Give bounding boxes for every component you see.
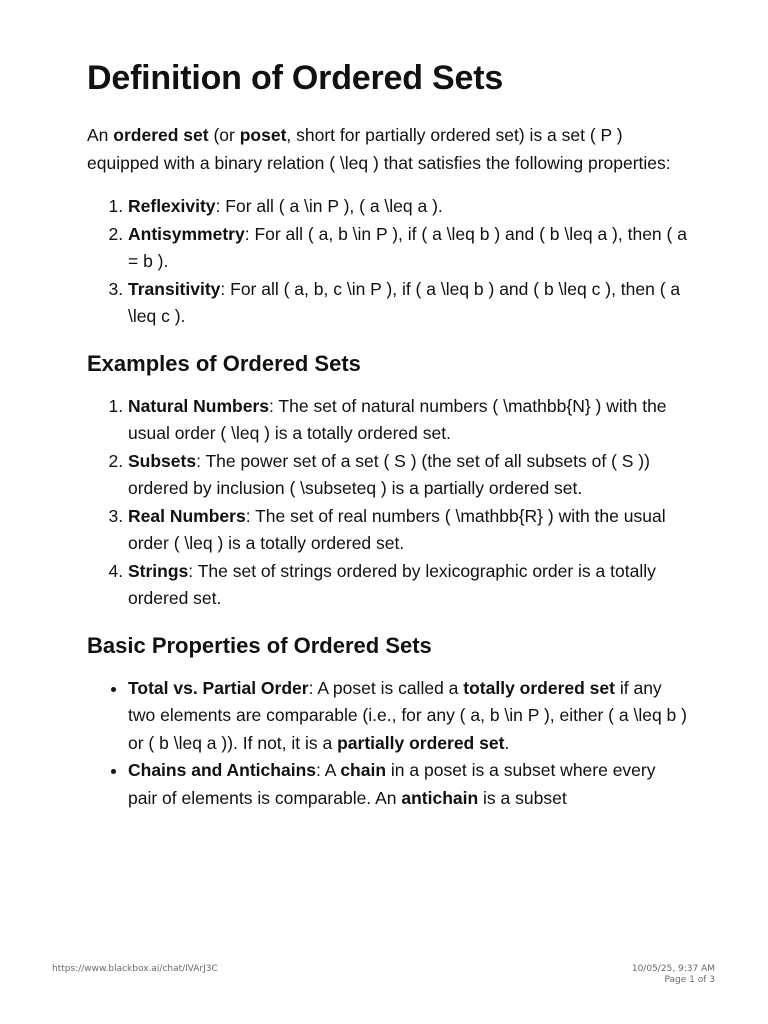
basic-text: if any two elements are comparable (i.e., for any ( a, b \in P ), either ( a \leq b ) or ( b \leq a )). If not, it is a	[128, 677, 687, 753]
footer-page-number: Page 1 of 3	[664, 975, 715, 985]
example-text: : The set of strings ordered by lexicographic order is a totally ordered set.	[128, 560, 656, 608]
intro-text-3: , short for partially ordered set) is a set ( P ) equipped with a binary relation ( \leq ) that satisfies the following properties:	[87, 125, 671, 173]
basic-properties-heading: Basic Properties of Ordered Sets	[87, 632, 432, 658]
basic-properties-list	[87, 675, 687, 813]
list-item	[128, 558, 687, 613]
property-term: Antisymmetry	[128, 223, 245, 244]
footer-datetime: 10/05/25, 9:37 AM	[631, 964, 715, 974]
list-item	[128, 193, 687, 221]
basic-bold: chain	[340, 760, 387, 780]
list-item	[128, 276, 687, 331]
example-term: Real Numbers	[128, 505, 246, 526]
page-footer	[0, 964, 768, 1024]
example-text: : The set of natural numbers ( \mathbb{N} ) with the usual order ( \leq ) is a totally ordered set.	[128, 395, 667, 443]
intro-text-1: An	[87, 125, 114, 145]
list-item	[128, 675, 687, 758]
list-item	[128, 757, 687, 812]
example-term: Natural Numbers	[128, 395, 270, 416]
examples-heading: Examples of Ordered Sets	[87, 350, 361, 376]
examples-list	[87, 393, 687, 613]
basic-term: Total vs. Partial Order	[128, 677, 309, 698]
page-title: Definition of Ordered Sets	[87, 59, 504, 97]
basic-text: is a subset	[478, 787, 567, 808]
property-text: : For all ( a \in P ), ( a \leq a ).	[215, 196, 443, 216]
intro-text-2: (or	[208, 125, 240, 145]
property-text: : For all ( a, b \in P ), if ( a \leq b ) and ( b \leq a ), then ( a = b ).	[128, 223, 687, 271]
basic-text: .	[504, 732, 510, 753]
properties-list	[87, 193, 687, 331]
basic-bold: totally ordered set	[463, 677, 615, 698]
property-text: : For all ( a, b, c \in P ), if ( a \leq b ) and ( b \leq c ), then ( a \leq c ).	[128, 278, 681, 326]
footer-meta	[632, 964, 715, 986]
list-item	[128, 221, 687, 276]
basic-text: : A poset is called a	[308, 677, 464, 698]
footer-url-link[interactable]: https://www.blackbox.ai/chat/lVArJ3C	[52, 964, 218, 974]
property-term: Reflexivity	[128, 196, 216, 216]
basic-term: Chains and Antichains	[128, 760, 316, 780]
list-item	[128, 448, 687, 503]
basic-text: : A	[316, 760, 341, 780]
example-text: : The set of real numbers ( \mathbb{R} ) with the usual order ( \leq ) is a totally ordered set.	[128, 505, 666, 553]
basic-bold: antichain	[401, 787, 479, 808]
example-term: Strings	[128, 560, 189, 581]
list-item	[128, 503, 687, 558]
basic-text: in a poset is a subset where every pair of elements is comparable. An	[128, 760, 656, 808]
document-content	[87, 56, 687, 812]
list-item	[128, 393, 687, 448]
basic-bold: partially ordered set	[337, 732, 505, 753]
example-text: : The power set of a set ( S ) (the set of all subsets of ( S )) ordered by inclusion ( \subseteq ) is a partially ordered set.	[128, 450, 650, 498]
property-term: Transitivity	[128, 278, 221, 299]
intro-bold-ordered-set: ordered set	[113, 125, 209, 145]
intro-paragraph	[87, 122, 687, 177]
intro-bold-poset: poset	[239, 125, 287, 145]
example-term: Subsets	[128, 450, 197, 471]
